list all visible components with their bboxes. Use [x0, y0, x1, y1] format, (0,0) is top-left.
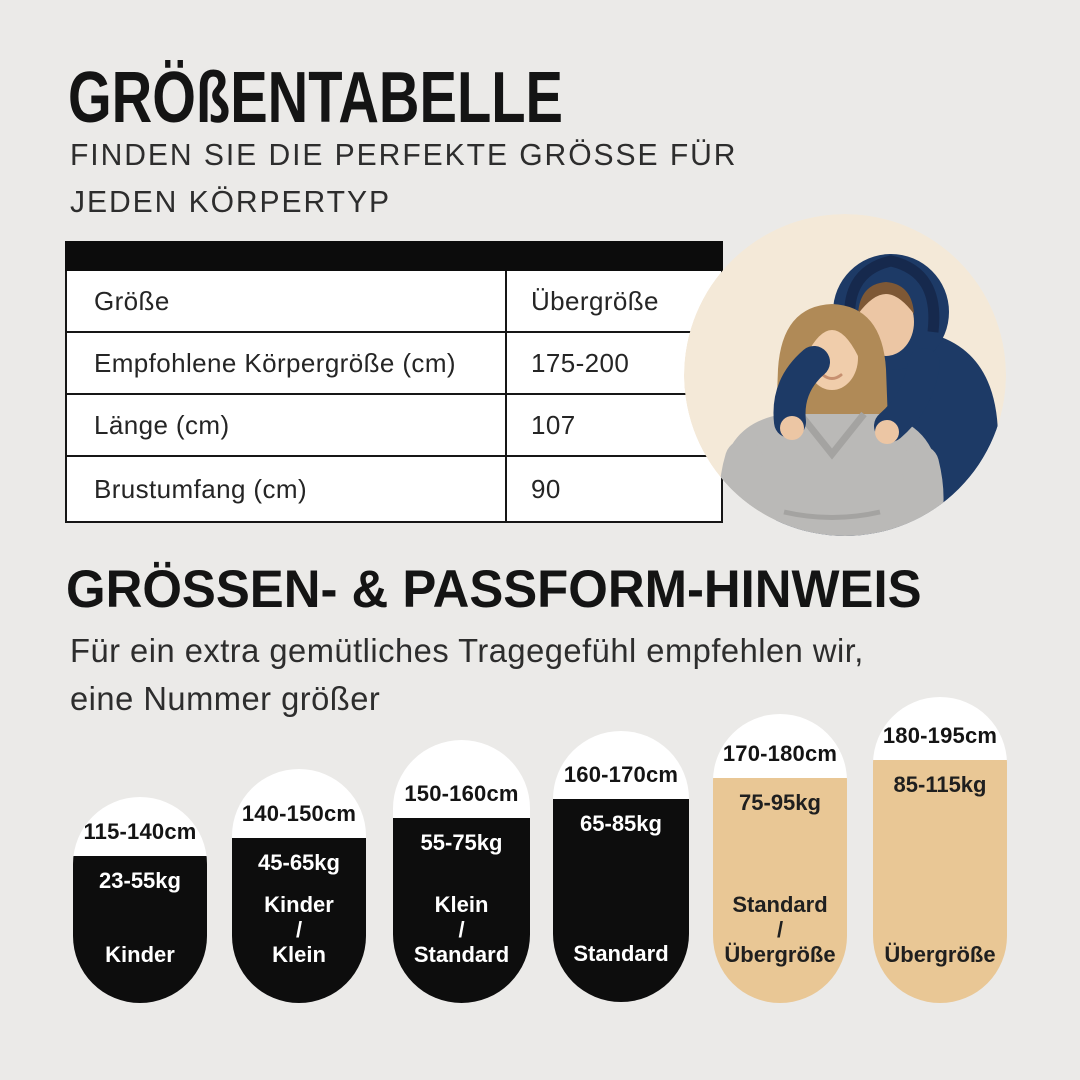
size-pill-klein-standard	[393, 740, 530, 1003]
size-pill-standard	[553, 731, 689, 1002]
table-row-length	[67, 395, 721, 457]
pill-weight-range: 23-55kg	[99, 868, 181, 893]
pill-height-range: 140-150cm	[241, 801, 357, 826]
table-body	[65, 271, 723, 523]
pill-weight-range: 45-65kg	[258, 850, 340, 875]
row-value: 175-200	[505, 333, 721, 393]
fit-note-title: GRÖSSEN- & PASSFORM-HINWEIS	[66, 560, 922, 619]
row-label: Empfohlene Körpergröße (cm)	[94, 347, 456, 378]
pill-size-label: Standard / Übergröße	[724, 892, 836, 967]
pill-size-label: Standard	[573, 941, 669, 966]
size-pill-kinder	[73, 797, 207, 1003]
pill-size-label: Übergröße	[884, 942, 996, 967]
size-table-subtitle	[70, 131, 737, 225]
table-header-bar	[65, 241, 723, 271]
row-value: 107	[505, 395, 721, 455]
pill-height-range: 170-180cm	[722, 741, 838, 766]
size-pill-uebergroesse	[873, 697, 1007, 1003]
size-pill-standard-uebergroesse	[713, 714, 847, 1003]
pill-size-label: Klein / Standard	[413, 892, 510, 967]
row-label: Größe	[94, 285, 170, 316]
fit-note-subtitle-line1: Für ein extra gemütliches Tragegefühl empfehlen wir,	[70, 632, 864, 669]
pill-cap	[713, 714, 847, 778]
pill-height-range: 150-160cm	[404, 781, 519, 806]
pill-cap	[73, 797, 207, 856]
table-row-size	[67, 271, 721, 333]
table-row-chest	[67, 457, 721, 521]
table-row-body-height	[67, 333, 721, 395]
fit-note-subtitle	[70, 627, 864, 723]
pill-cap	[232, 769, 366, 838]
size-table	[65, 241, 723, 523]
pill-size-label: Kinder / Klein	[264, 892, 334, 967]
pill-cap	[873, 697, 1007, 760]
couple-photo-illustration	[684, 214, 1006, 536]
pill-weight-range: 75-95kg	[739, 790, 821, 815]
pill-weight-range: 65-85kg	[580, 811, 662, 836]
pill-cap	[393, 740, 530, 818]
row-value: 90	[505, 457, 721, 521]
pill-height-range: 160-170cm	[563, 762, 679, 787]
pill-height-range: 180-195cm	[882, 723, 998, 748]
pill-weight-range: 85-115kg	[893, 772, 987, 797]
size-table-title: GRÖßENTABELLE	[68, 58, 564, 138]
pill-weight-range: 55-75kg	[420, 830, 503, 855]
pill-height-range: 115-140cm	[83, 819, 197, 844]
couple-photo	[684, 214, 1006, 536]
fit-note-subtitle-line2: eine Nummer größer	[70, 680, 381, 717]
row-value: Übergröße	[505, 271, 721, 331]
pill-cap	[553, 731, 689, 799]
size-pill-kinder-klein	[232, 769, 366, 1003]
size-table-subtitle-line1: FINDEN SIE DIE PERFEKTE GRÖSSE FÜR	[70, 137, 738, 172]
size-table-subtitle-line2: JEDEN KÖRPERTYP	[70, 184, 391, 219]
pill-size-label: Kinder	[105, 942, 175, 967]
row-label: Brustumfang (cm)	[94, 473, 308, 504]
row-label: Länge (cm)	[94, 409, 230, 440]
